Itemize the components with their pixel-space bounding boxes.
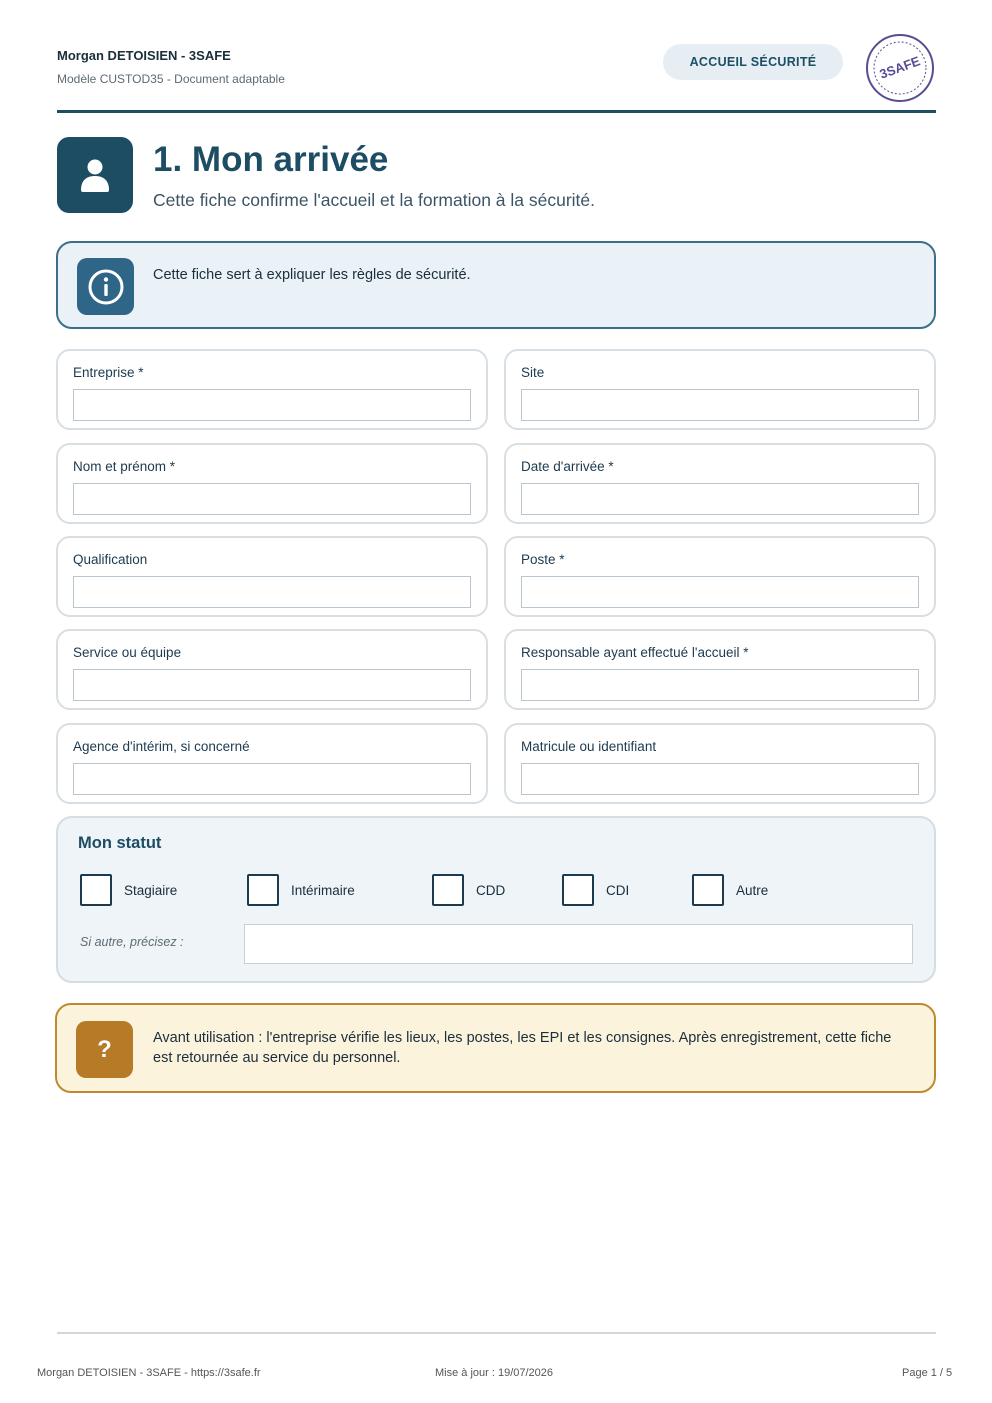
field-matricule — [504, 723, 936, 804]
usage-notice — [55, 1003, 936, 1093]
page-title: 1. Mon arrivée — [153, 140, 389, 179]
field-label: Site — [521, 365, 545, 380]
question-icon: ? — [76, 1021, 133, 1078]
option-interimaire[interactable] — [247, 874, 355, 906]
field-label: Service ou équipe — [73, 645, 182, 660]
agence-interim-input[interactable] — [73, 763, 471, 795]
page-header — [57, 44, 936, 114]
info-banner — [56, 241, 936, 329]
cdi-checkbox[interactable] — [562, 874, 594, 906]
autre-checkbox[interactable] — [692, 874, 724, 906]
precise-input[interactable] — [244, 924, 913, 964]
field-label: Qualification — [73, 552, 148, 567]
field-label: Entreprise * — [73, 365, 144, 380]
poste-input[interactable] — [521, 576, 919, 608]
statut-title: Mon statut — [78, 834, 162, 852]
info-text: Cette fiche sert à expliquer les règles de sécurité. — [153, 267, 471, 283]
option-cdd[interactable] — [432, 874, 505, 906]
field-date-arrivee — [504, 443, 936, 524]
option-label: CDI — [606, 882, 630, 898]
field-label: Matricule ou identifiant — [521, 739, 657, 754]
option-autre[interactable] — [692, 874, 768, 906]
precise-label: Si autre, précisez : — [80, 935, 184, 949]
page-number: Page 1 / 5 — [902, 1367, 953, 1379]
option-label: Intérimaire — [291, 882, 355, 898]
site-input[interactable] — [521, 389, 919, 421]
field-label: Poste * — [521, 552, 565, 567]
qualification-input[interactable] — [73, 576, 471, 608]
entreprise-input[interactable] — [73, 389, 471, 421]
option-cdi[interactable] — [562, 874, 629, 906]
option-label: CDD — [476, 882, 506, 898]
date-arrivee-input[interactable] — [521, 483, 919, 515]
field-label: Responsable ayant effectué l'accueil * — [521, 645, 749, 660]
statut-section — [56, 816, 936, 983]
service-input[interactable] — [73, 669, 471, 701]
header-divider — [57, 110, 936, 113]
field-responsable — [504, 629, 936, 710]
nom-prenom-input[interactable] — [73, 483, 471, 515]
option-stagiaire[interactable] — [80, 874, 177, 906]
company-stamp — [864, 32, 936, 104]
info-icon — [77, 258, 134, 315]
field-qualification — [56, 536, 488, 617]
model-subtitle: Modèle CUSTOD35 - Document adaptable — [57, 72, 285, 86]
stagiaire-checkbox[interactable] — [80, 874, 112, 906]
page-lead: Cette fiche confirme l'accueil et la formation à la sécurité. — [153, 190, 596, 210]
user-icon — [57, 137, 133, 213]
interimaire-checkbox[interactable] — [247, 874, 279, 906]
field-entreprise — [56, 349, 488, 430]
field-nom-prenom — [56, 443, 488, 524]
option-label: Autre — [736, 882, 769, 898]
footer-update-date: Mise à jour : 19/07/2026 — [435, 1367, 554, 1379]
field-service — [56, 629, 488, 710]
responsable-input[interactable] — [521, 669, 919, 701]
field-label: Nom et prénom * — [73, 459, 176, 474]
field-label: Agence d'intérim, si concerné — [73, 739, 250, 754]
matricule-input[interactable] — [521, 763, 919, 795]
field-poste — [504, 536, 936, 617]
field-agence-interim — [56, 723, 488, 804]
section-badge: ACCUEIL SÉCURITÉ — [663, 44, 843, 80]
author-name: Morgan DETOISIEN - 3SAFE — [57, 48, 231, 63]
footer-author: Morgan DETOISIEN - 3SAFE - https://3safe.fr — [37, 1367, 261, 1379]
svg-text:3SAFE: 3SAFE — [877, 53, 923, 82]
option-label: Stagiaire — [124, 882, 178, 898]
field-site — [504, 349, 936, 430]
cdd-checkbox[interactable] — [432, 874, 464, 906]
field-label: Date d'arrivée * — [521, 459, 614, 474]
footer-divider — [57, 1332, 936, 1334]
notice-text: Avant utilisation : l'entreprise vérifie les lieux, les postes, les EPI et les consignes. Après enregistrement, cette fiche est retournée au service du personnel. — [153, 1030, 892, 1066]
